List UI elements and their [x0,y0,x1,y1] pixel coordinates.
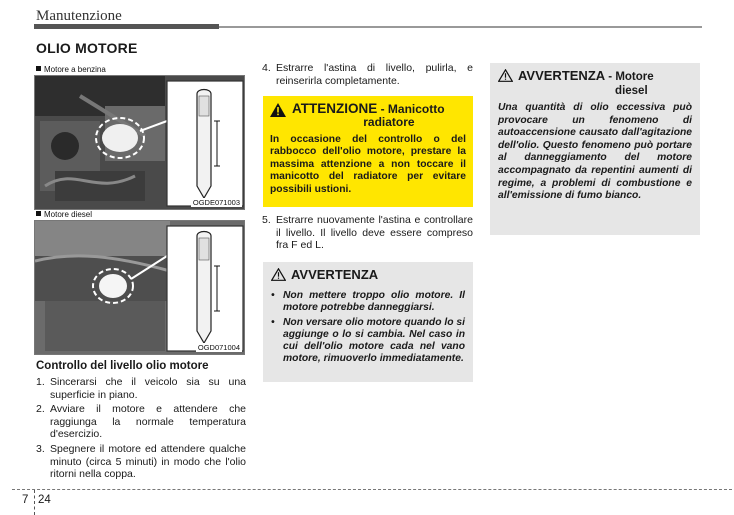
step-1: 1. Sincerarsi che il veicolo sia su una superficie in piano. [36,376,246,401]
step-3: 3. Spegnere il motore ed attendere qualche minuto (circa 5 minuti) in modo che l'olio ritorni nella coppa. [36,442,246,481]
steps-list-left [36,376,246,483]
warning-outline-icon [271,268,291,286]
square-bullet-icon [36,66,41,71]
warning-body-diesel: Una quantità di olio eccessiva può provocare un fenomeno di autoaccensione causato dall'agitazione dell'olio. Questo fenomeno può portare al danneggiamento del motore accompagnato da repentini aumenti di regime, a problemi di combustione e all'emissione di fumo bianco. [498,102,692,202]
section-title: OLIO MOTORE [36,40,138,56]
attention-body: In occasione del controllo o del rabbocco dell'olio motore, prestare la massima attenzione a non toccare il manicotto del radiatore per evitare possibili ustioni. [270,134,466,195]
engine-photo-diesel [35,221,245,355]
footer-rule [12,489,732,490]
header-rule-light [219,26,702,28]
chapter-number: 7 [22,494,29,506]
figure-diesel-engine [34,220,245,355]
warning-item: • Non versare olio motore quando lo si aggiunge o lo si cambia. Nel caso in cui dell'olio motore cada nel vano motore, rimuoverlo immediatamente. [271,316,465,365]
warning-outline-icon [498,69,518,87]
step-5: 5. Estrarre nuovamente l'astina e controllare il livello. Il livello deve essere compreso fra F ed L. [262,214,473,252]
step-2: 2. Avviare il motore e attendere che raggiunga la normale temperatura d'esercizio. [36,403,246,441]
running-header: Manutenzione [36,8,122,24]
figure-petrol-engine [34,75,245,210]
warning-title-diesel: AVVERTENZA - Motore diesel [518,68,654,97]
header-rule-dark [34,24,219,29]
warning-box-oil [263,262,473,382]
warning-title: AVVERTENZA [291,267,379,282]
page-number: 24 [38,494,51,506]
warning-box-diesel [490,63,700,235]
figure-code-diesel: OGD071004 [197,343,240,352]
subheading: Controllo del livello olio motore [36,360,209,372]
warning-item: • Non mettere troppo olio motore. Il motore potrebbe danneggiarsi. [271,290,465,314]
square-bullet-icon [36,211,41,216]
attention-box [263,96,473,207]
figure-label-diesel: Motore diesel [36,210,92,219]
figure-code-petrol: OGDE071003 [192,198,240,207]
attention-title: ATTENZIONE - Manicotto radiatore [292,101,445,129]
footer-divider [34,490,35,515]
step-4: 4. Estrarre l'astina di livello, pulirla, e reinserirla completamente. [262,62,473,87]
engine-photo-petrol [35,76,245,210]
figure-label-petrol: Motore a benzina [36,65,106,74]
warning-filled-icon [270,102,292,122]
warning-list [271,290,465,366]
